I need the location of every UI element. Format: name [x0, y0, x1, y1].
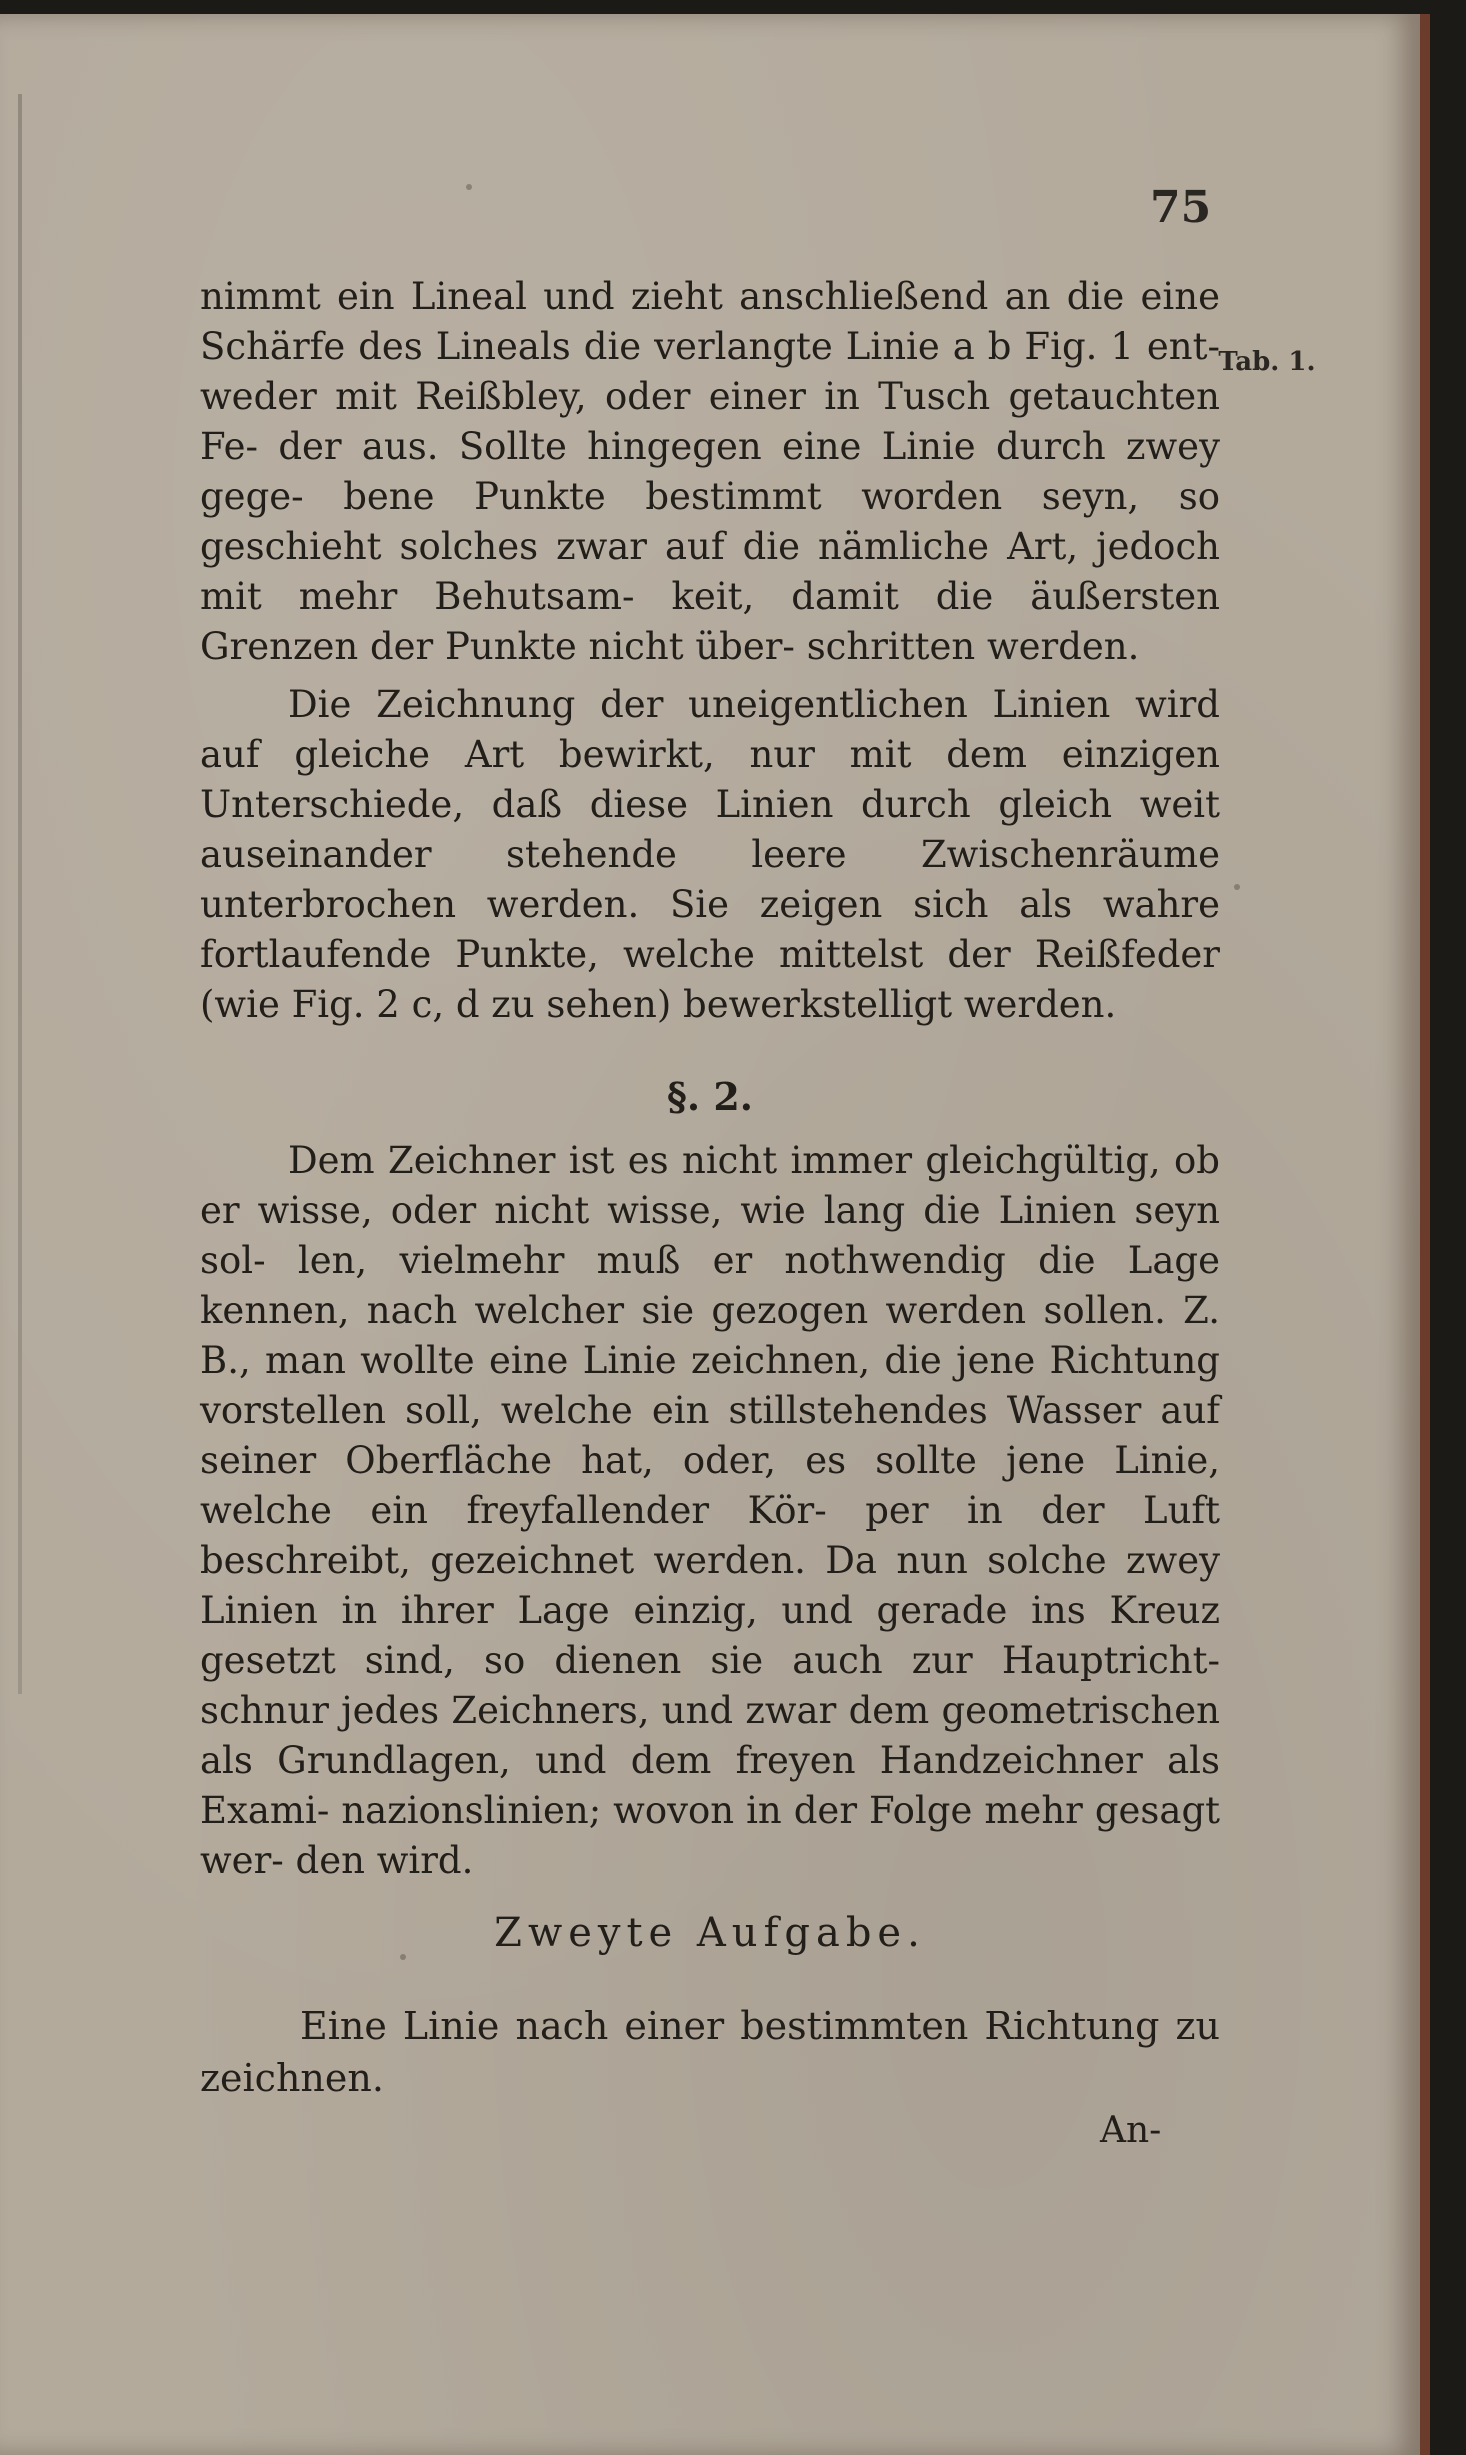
paragraph-text: nimmt ein Lineal und zieht anschließend an die eine Schärfe des Lineals die verlangte Linie a b Fig. 1 ent- weder mit Reißbley, oder einer in Tusch getauchten Fe- der aus. Sollte hingegen eine Linie durch zwey gege- bene Punkte bestimmt worden seyn, so geschieht solches zwar auf die nämliche Art, jedoch mit mehr Behutsam- keit, damit die äußersten Grenzen der Punkte nicht über- schritten werden.	[200, 275, 1220, 668]
task-heading: Zweyte Aufgabe.	[494, 1910, 926, 1956]
page-gutter-line	[18, 94, 22, 1694]
paper-speck	[1234, 884, 1240, 890]
margin-note-table-reference: Tab. 1.	[1218, 347, 1316, 377]
paragraph-continuation	[200, 272, 1220, 672]
section-heading: §. 2.	[666, 1074, 753, 1119]
book-page	[0, 14, 1430, 2455]
page-number: 75	[1150, 182, 1212, 233]
paragraph-line-direction	[200, 1136, 1220, 1886]
paragraph-text: Die Zeichnung der uneigentlichen Linien wird auf gleiche Art bewirkt, nur mit dem einzigen Unterschiede, daß diese Linien durch gleich weit auseinander stehende leere Zwischenräume unterbrochen werden. Sie zeigen sich als wahre fortlaufende Punkte, welche mittelst der Reißfeder (wie Fig. 2 c, d zu sehen) bewerkstelligt werden.	[200, 683, 1220, 1026]
paper-speck	[466, 184, 472, 190]
catchword: An-	[1100, 2110, 1162, 2151]
task-statement: Eine Linie nach einer bestimmten Richtung zu zeichnen.	[200, 2004, 1220, 2100]
paragraph-improper-lines	[200, 680, 1220, 1030]
paragraph-text: Dem Zeichner ist es nicht immer gleichgültig, ob er wisse, oder nicht wisse, wie lang die Linien seyn sol- len, vielmehr muß er nothwendig die Lage kennen, nach welcher sie gezogen werden sollen. Z. B., man wollte eine Linie zeichnen, die jene Richtung vorstellen soll, welche ein stillstehendes Wasser auf seiner Oberfläche hat, oder, es sollte jene Linie, welche ein freyfallender Kör- per in der Luft beschreibt, gezeichnet werden. Da nun solche zwey Linien in ihrer Lage einzig, und gerade ins Kreuz gesetzt sind, so dienen sie auch zur Hauptricht- schnur jedes Zeichners, und zwar dem geometrischen als Grundlagen, und dem freyen Handzeichner als Exami- nazionslinien; wovon in der Folge mehr gesagt wer- den wird.	[200, 1139, 1220, 1882]
paper-speck	[400, 1954, 406, 1960]
